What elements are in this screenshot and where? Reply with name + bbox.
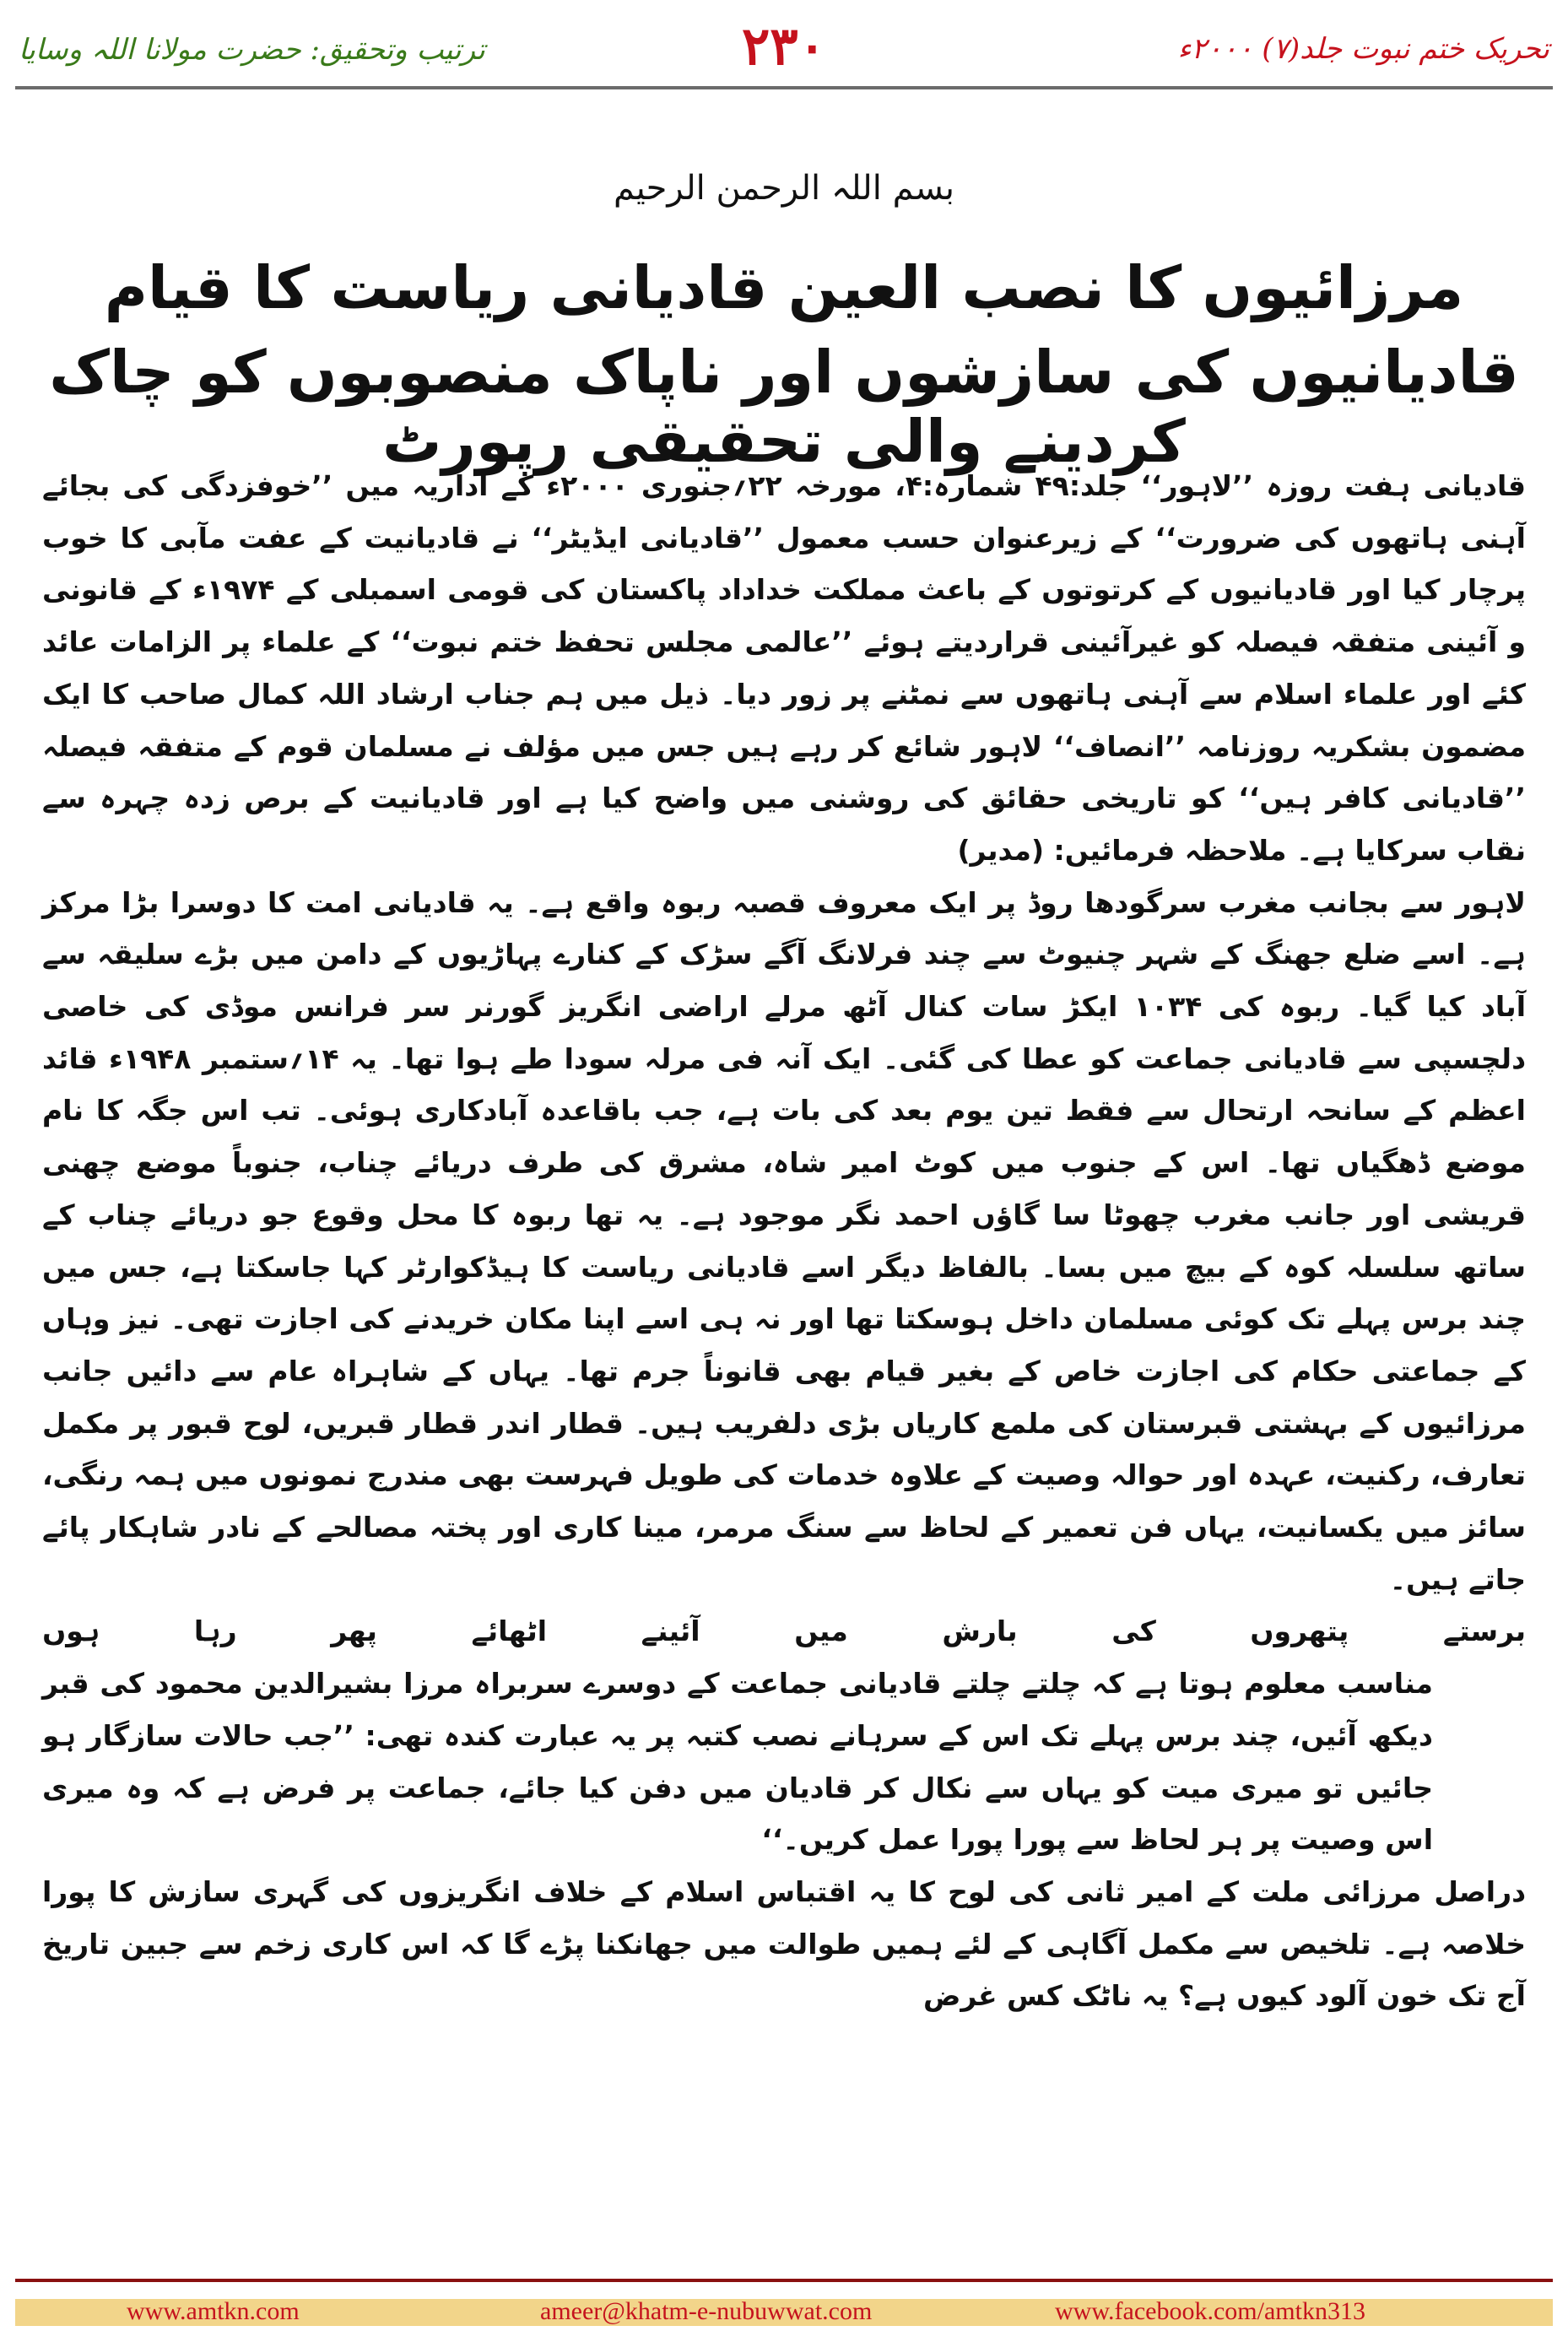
verse-word: ہوں [42,1615,100,1648]
verse-word: رہا [193,1615,237,1648]
verse-word: کی [1111,1615,1156,1648]
poetry-verse [42,1605,1526,1658]
rabwah-paragraph: لاہور سے بجانب مغرب سرگودھا روڈ پر ایک معروف قصبہ ربوہ واقع ہے۔ یہ قادیانی امت کا دوسرا بڑا مرکز ہے۔ اسے ضلع جھنگ کے شہر چنیوٹ سے چند فرلانگ آگے سڑک کے کنارے پہاڑیوں کے دامن میں بڑے سلیقہ سے آباد کیا گیا۔ ربوہ کی ۱۰۳۴ ایکڑ سات کنال آٹھ مرلے اراضی انگریز گورنر سر فرانس موڈی کی خاصی دلچسپی سے قادیانی جماعت کو عطا کی گئی۔ ایک آنہ فی مرلہ سودا طے ہوا تھا۔ یہ ۱۴؍ستمبر ۱۹۴۸ء قائد اعظم کے سانحہ ارتحال سے فقط تین یوم بعد کی بات ہے، جب باقاعدہ آبادکاری ہوئی۔ تب اس جگہ کا نام موضع ڈھگیاں تھا۔ اس کے جنوب میں کوٹ امیر شاہ، مشرق کی طرف دریائے چناب، جنوباً موضع چھنی قریشی اور جانب مغرب چھوٹا سا گاؤں احمد نگر موجود ہے۔ یہ تھا ربوہ کا محل وقوع جو دریائے چناب کے ساتھ سلسلہ کوہ کے بیچ میں بسا۔ بالفاظ دیگر اسے قادیانی ریاست کا ہیڈکوارٹر کہا جاسکتا ہے، جس میں چند برس پہلے تک کوئی مسلمان داخل ہوسکتا تھا اور نہ ہی اسے اپنا مکان خریدنے کی اجازت تھی۔ نیز وہاں کے جماعتی حکام کی اجازت خاص کے بغیر قیام بھی قانوناً جرم تھا۔ یہاں کے شاہراہ عام سے دائیں جانب مرزائیوں کے بہشتی قبرستان کی ملمع کاریاں بڑی دلفریب ہیں۔ قطار اندر قطار قبریں، لوح قبور پر مکمل تعارف، رکنیت، عہدہ اور حوالہ وصیت کے علاوہ خدمات کی طویل فہرست بھی مندرج نمونوں میں ہمہ رنگی، سائز میں یکسانیت، یہاں فن تعمیر کے لحاظ سے سنگ مرمر، مینا کاری اور پختہ مصالحے کے نادر شاہکار پائے جاتے ہیں۔ [42,885,1527,1596]
page-header [0,0,1568,93]
verse-word: میں [794,1615,848,1648]
verse-word: پھر [331,1615,377,1648]
intro-paragraph: قادیانی ہفت روزہ ’’لاہور‘‘ جلد:۴۹ شمارہ:۴، مورخہ ۲۲؍جنوری ۲۰۰۰ء کے اداریہ میں ’’خوفزدگی کی بجائے آہنی ہاتھوں کی ضرورت‘‘ کے زیرعنوان حسب معمول ’’قادیانی ایڈیٹر‘‘ نے قادیانیت کے عفت مآبی کا خوب پرچار کیا اور قادیانیوں کے کرتوتوں کے باعث مملکت خداداد پاکستان کی قومی اسمبلی کے ۱۹۷۴ء کے قانونی و آئینی متفقہ فیصلہ کو غیرآئینی قراردیتے ہوئے ’’عالمی مجلس تحفظ ختم نبوت‘‘ کے علماء پر الزامات عائد کئے اور علماء اسلام سے آہنی ہاتھوں سے نمٹنے پر زور دیا۔ ذیل میں ہم جناب ارشاد اللہ کمال صاحب کا ایک مضمون بشکریہ روزنامہ ’’انصاف‘‘ لاہور شائع کر رہے ہیں جس میں مؤلف نے مسلمان قوم کے متفقہ فیصلہ ’’قادیانی کافر ہیں‘‘ کو تاریخی حقائق کی روشنی میں واضح کیا ہے اور قادیانیت کے برص زدہ چہرہ سے نقاب سرکایا ہے۔ ملاحظہ فرمائیں: (مدیر) [42,469,1526,867]
header-divider [15,86,1553,89]
article-subtitle: قادیانیوں کی سازشوں اور ناپاک منصوبوں کو چاک کردینے والی تحقیقی رپورٹ [49,338,1519,476]
verse-word: برستے [1442,1615,1526,1648]
book-title: تحریک ختم نبوت جلد(۷) ۲۰۰۰ء [1177,32,1549,66]
verse-word: آئینے [641,1615,700,1648]
email-link[interactable]: ameer@khatm-e-nubuwwat.com [540,2297,873,2325]
page-footer [0,2279,1568,2342]
tomb-paragraph: مناسب معلوم ہوتا ہے کہ چلتے چلتے قادیانی جماعت کے دوسرے سربراہ مرزا بشیرالدین محمود کی قبر دیکھ آئیں، چند برس پہلے تک اس کے سرہانے نصب کتبہ پر یہ عبارت کندہ تھی: ’’جب حالات سازگار ہو جائیں تو میری میت کو یہاں سے نکال کر قادیان میں دفن کیا جائے، جماعت پر فرض ہے کہ وہ میری اس وصیت پر ہر لحاظ سے پورا پورا عمل کریں۔‘‘ [42,1667,1433,1857]
verse-word: پتھروں [1250,1615,1349,1648]
article-body [42,460,1526,2022]
facebook-link[interactable]: www.facebook.com/amtkn313 [1055,2297,1365,2325]
website-link[interactable]: www.amtkn.com [127,2297,300,2325]
compiler-credit: ترتیب وتحقیق: حضرت مولانا اللہ وسایا [19,33,485,67]
verse-word: اٹھائے [471,1615,548,1648]
verse-word: بارش [942,1615,1018,1648]
page-number: ۲۳۰ [742,15,826,77]
footer-divider [15,2279,1553,2282]
closing-paragraph: دراصل مرزائی ملت کے امیر ثانی کی لوح کا یہ اقتباس اسلام کے خلاف انگریزوں کی گہری سازش کا پورا خلاصہ ہے۔ تلخیص سے مکمل آگاہی کے لئے ہمیں طوالت میں جھانکنا پڑے گا کہ اس کاری زخم سے جبین تاریخ آج تک خون آلود کیوں ہے؟ یہ ناٹک کس غرض [42,1874,1526,2013]
article-title: مرزائیوں کا نصب العین قادیانی ریاست کا قیام [104,253,1464,322]
bismillah: بسم اللہ الرحمن الرحیم [613,169,955,208]
